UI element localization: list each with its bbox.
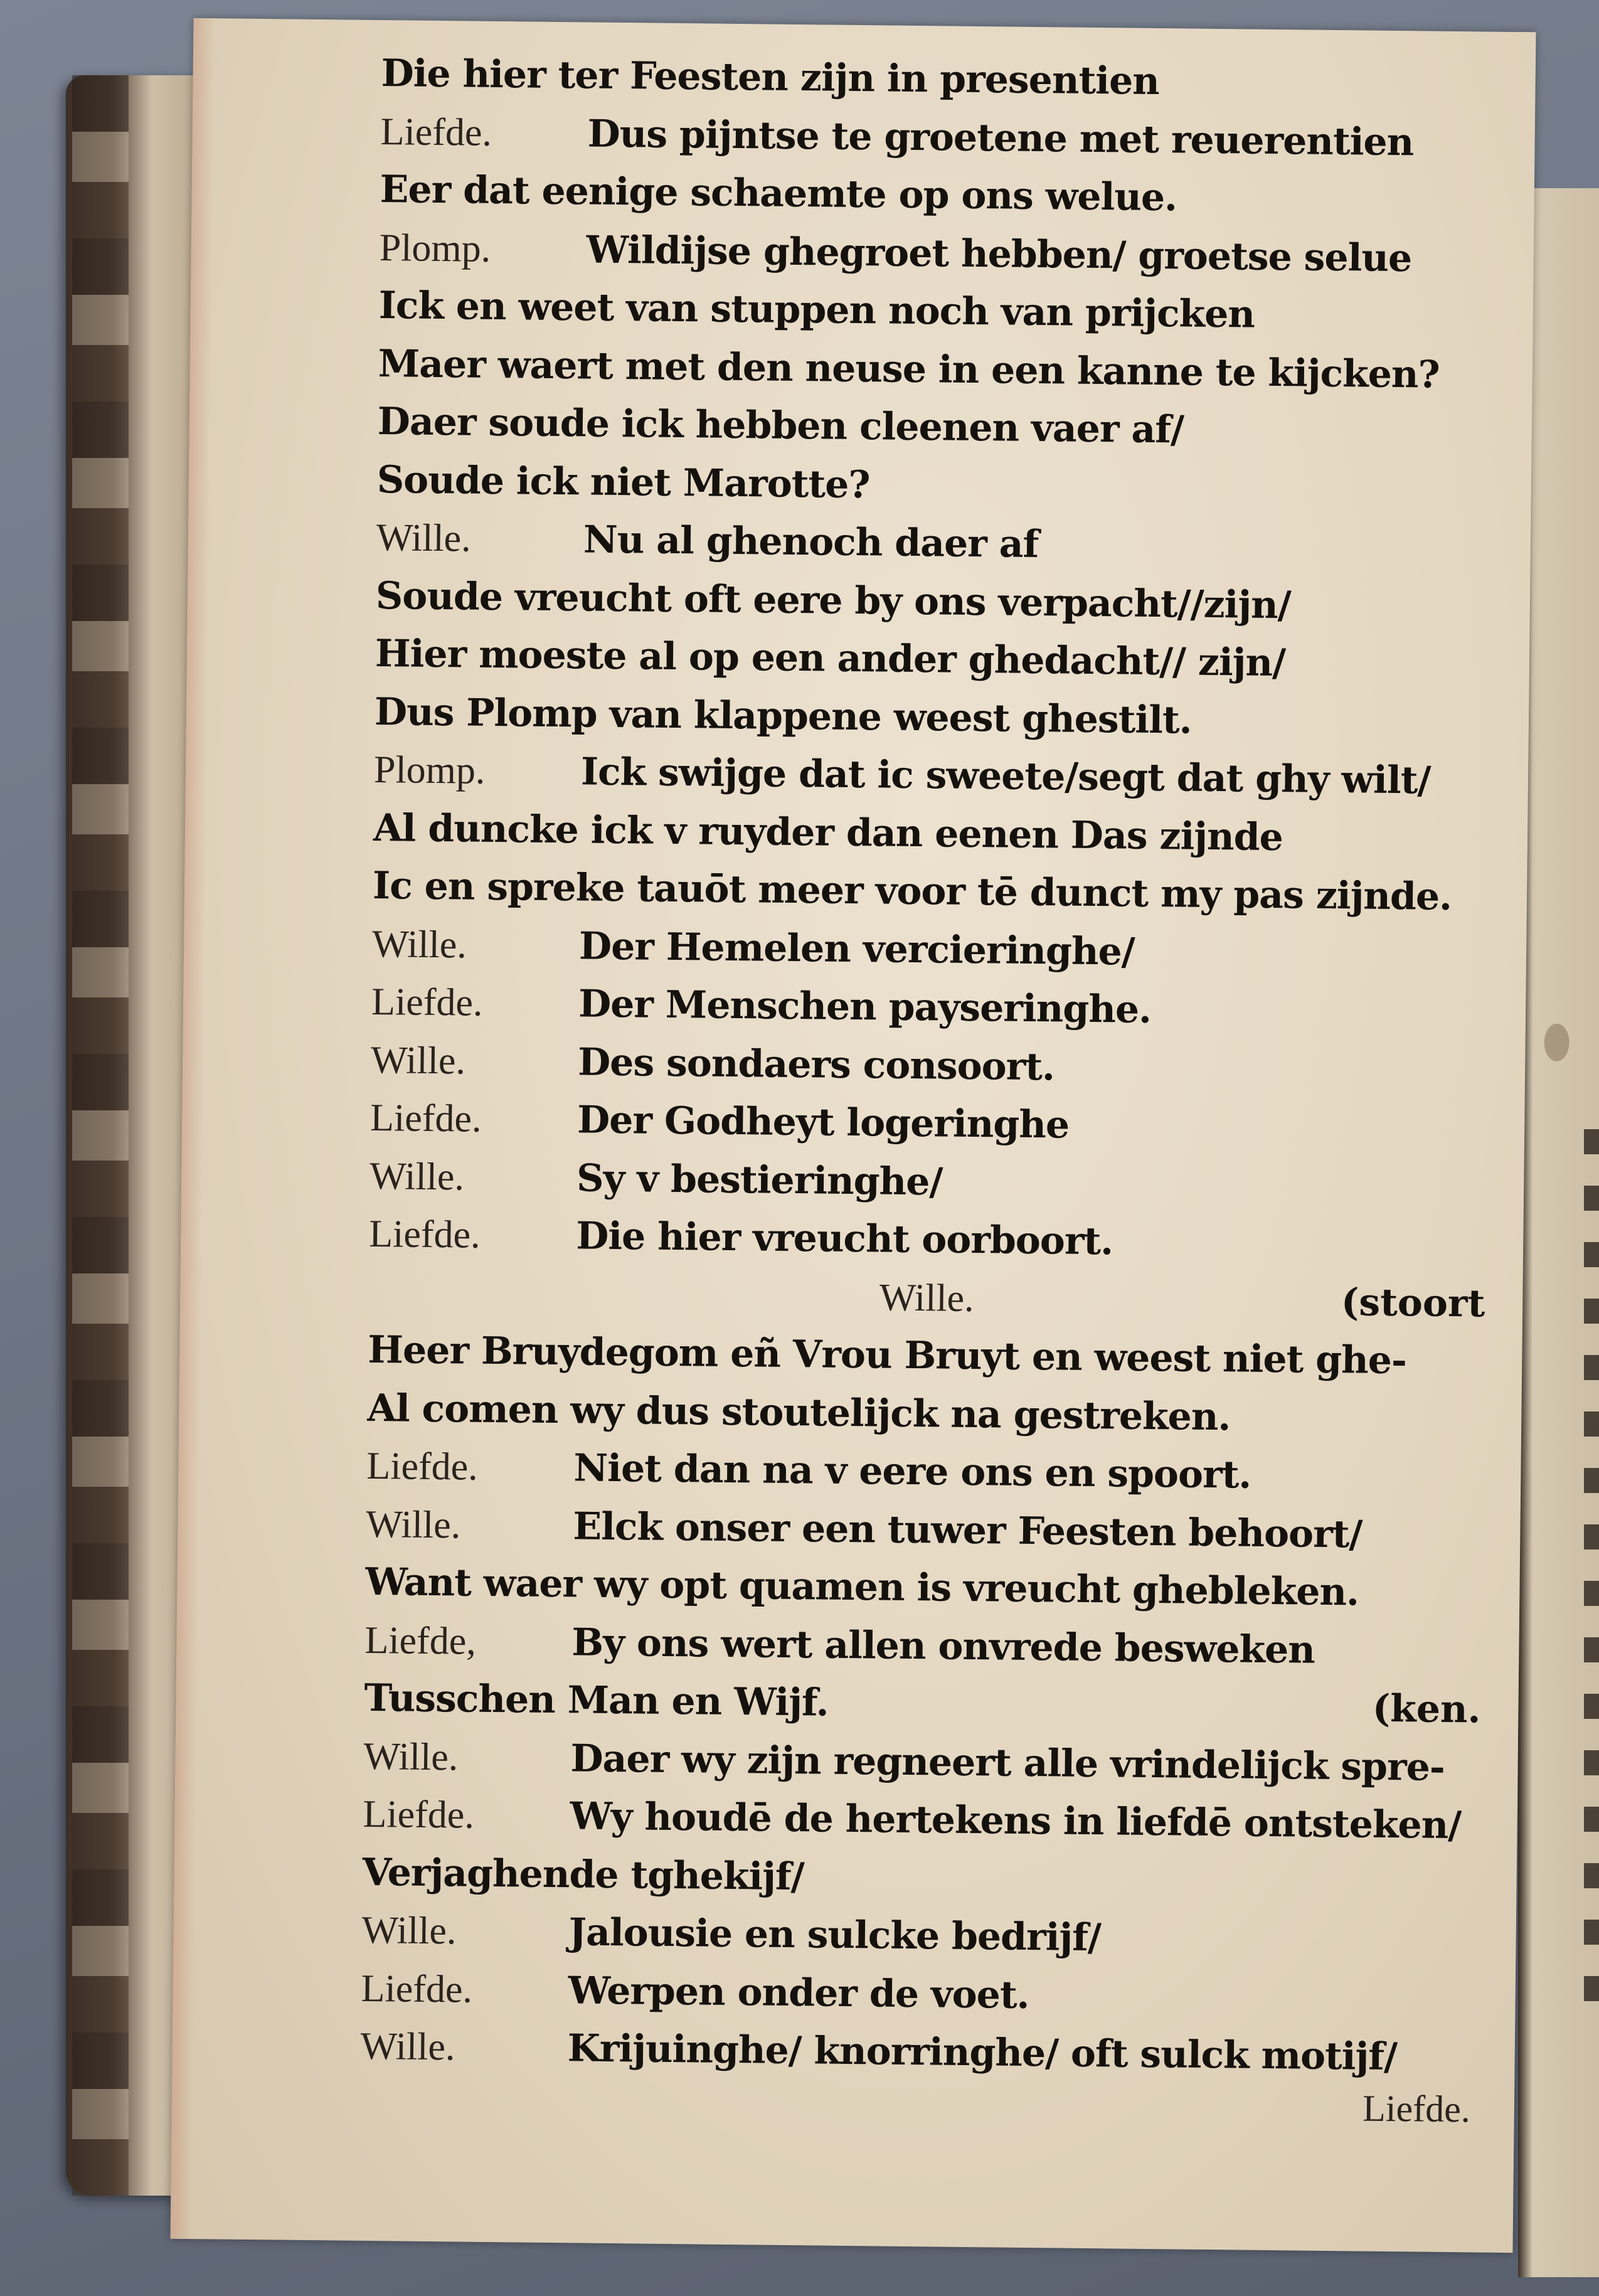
verse-text: Sy v bestieringhe/ — [576, 1156, 943, 1204]
text-line — [373, 858, 1490, 926]
text-line — [372, 915, 1489, 984]
text-line — [367, 1379, 1484, 1448]
verse-text: Daer soude ick hebben cleenen vaer af/ — [377, 400, 1184, 452]
verse-text: Ick en weet van stuppen noch van prijcken — [378, 284, 1255, 337]
speaker-label: Plomp. — [373, 748, 486, 792]
text-line — [377, 393, 1494, 462]
verse-text: Soude vreucht oft eere by ons verpacht//zijn/ — [375, 573, 1292, 627]
text-line — [376, 451, 1494, 519]
text-line — [363, 1786, 1480, 1854]
text-line — [380, 161, 1497, 230]
text-line — [365, 1554, 1482, 1622]
text-line — [369, 1147, 1487, 1216]
verse-text: Wildijse ghegroet hebben/ groetse selue — [586, 227, 1412, 280]
text-line — [371, 1031, 1488, 1100]
verse-text: Eer dat eenige schaemte op ons welue. — [380, 167, 1177, 220]
speaker-label: Liefde. — [369, 1096, 482, 1140]
verse-text: Der Godheyt logeringhe — [576, 1098, 1070, 1147]
speaker-label: Liefde. — [363, 1792, 475, 1837]
text-line — [369, 1206, 1486, 1274]
speaker-label: Wille. — [369, 1154, 465, 1199]
text-line — [368, 1263, 1485, 1332]
text-line — [378, 336, 1495, 404]
verse-text: Soude ick niet Marotte? — [376, 457, 870, 507]
verse-text: Die hier ter Feesten zijn in presentien — [381, 51, 1160, 104]
text-line — [375, 625, 1492, 694]
verse-text: Al duncke ick v ruyder dan eenen Das zijnde — [373, 805, 1283, 859]
speaker-label: Wille. — [370, 1038, 466, 1083]
verse-text: Ic en spreke tauōt meer voor tē dunct my pas zijnde. — [372, 863, 1452, 919]
text-line — [361, 1960, 1478, 2028]
speaker-label: Wille. — [361, 1908, 457, 1953]
verse-text: Elck onser een tuwer Feesten behoort/ — [573, 1504, 1363, 1557]
text-line — [373, 799, 1490, 868]
verse-text: Wy houdē de hertekens in liefdē ontsteken/ — [570, 1794, 1462, 1848]
verse-text: Jalousie en sulcke bedrijf/ — [568, 1910, 1102, 1960]
verse-text: Ick swijge dat ic sweete/segt dat ghy wilt/ — [580, 750, 1431, 803]
text-line — [361, 1902, 1479, 1970]
speaker-label: Wille. — [366, 1502, 461, 1546]
text-line — [371, 974, 1489, 1042]
verse-text: Maer waert met den neuse in een kanne te kijcken? — [378, 341, 1440, 397]
verse-text: Dus pijntse te groetene met reuerentien — [587, 111, 1414, 164]
verse-text: Der Menschen payseringhe. — [578, 982, 1152, 1032]
text-line — [378, 277, 1495, 346]
turnover-fragment: (stoort — [1341, 1280, 1485, 1326]
verse-text: Des sondaers consoort. — [577, 1039, 1055, 1089]
verse-text: Die hier vreucht oorboort. — [575, 1214, 1113, 1264]
verse-text: Want waer wy opt quamen is vreucht ghebleken. — [365, 1560, 1359, 1615]
speaker-label: Liefde. — [366, 1444, 479, 1489]
text-line — [381, 45, 1498, 114]
text-line — [362, 1844, 1479, 1912]
verse-text: Der Hemelen vercieringhe/ — [578, 923, 1135, 974]
catchword: Liefde. — [1362, 2087, 1471, 2130]
text-line — [380, 104, 1497, 172]
text-line — [360, 2018, 1477, 2086]
text-line — [368, 1322, 1485, 1390]
book-page — [171, 18, 1536, 2253]
speaker-label: Liefde. — [361, 1967, 473, 2011]
verse-text: Heer Bruydegom eñ Vrou Bruyt en weest niet ghe- — [368, 1327, 1407, 1383]
text-line — [363, 1728, 1480, 1796]
text-line — [370, 1090, 1487, 1158]
text-line — [376, 509, 1493, 578]
verse-text: By ons wert allen onvrede besweken — [571, 1620, 1315, 1672]
speaker-label: Liefde, — [364, 1618, 477, 1663]
speaker-label: Plomp. — [379, 226, 491, 270]
speaker-label: Wille. — [371, 922, 467, 967]
text-line — [374, 741, 1491, 810]
speaker-label: Wille. — [376, 516, 472, 560]
text-line — [375, 567, 1492, 635]
text-line — [375, 683, 1492, 752]
speaker-label: Wille. — [363, 1735, 459, 1778]
verse-text: Nu al ghenoch daer af — [583, 518, 1039, 567]
speaker-label: Wille. — [360, 2024, 455, 2069]
verse-text: Verjaghende tghekijf/ — [362, 1850, 805, 1899]
speaker-label: Liefde. — [368, 1212, 481, 1257]
facing-page-text-fragment — [1584, 1129, 1599, 2007]
verse-text: Hier moeste al op een ander ghedacht// zijn/ — [375, 631, 1286, 686]
speaker-label: Liefde. — [380, 110, 492, 154]
speaker-heading: Wille. — [879, 1275, 975, 1320]
speaker-label: Liefde. — [371, 980, 483, 1024]
verse-text: Krijuinghe/ knorringhe/ oft sulck motijf/ — [567, 2026, 1398, 2080]
text-line — [364, 1612, 1482, 1680]
verse-text: Tusschen Man en Wijf. — [364, 1676, 829, 1725]
text-line — [379, 220, 1496, 288]
turnover-fragment: (ken. — [1372, 1686, 1481, 1732]
verse-text: Dus Plomp van klappene weest ghestilt. — [374, 689, 1192, 743]
text-line — [366, 1496, 1483, 1564]
verse-text: Niet dan na v eere ons en spoort. — [573, 1446, 1251, 1497]
verse-text: Werpen onder de voet. — [568, 1968, 1029, 2017]
text-line — [366, 1438, 1484, 1506]
text-line — [364, 1670, 1481, 1738]
verse-text: Al comen wy dus stoutelijck na gestreken. — [367, 1386, 1231, 1439]
verse-text: Daer wy zijn regneert alle vrindelijck spre- — [570, 1736, 1445, 1790]
page-text-block — [171, 18, 1536, 2253]
